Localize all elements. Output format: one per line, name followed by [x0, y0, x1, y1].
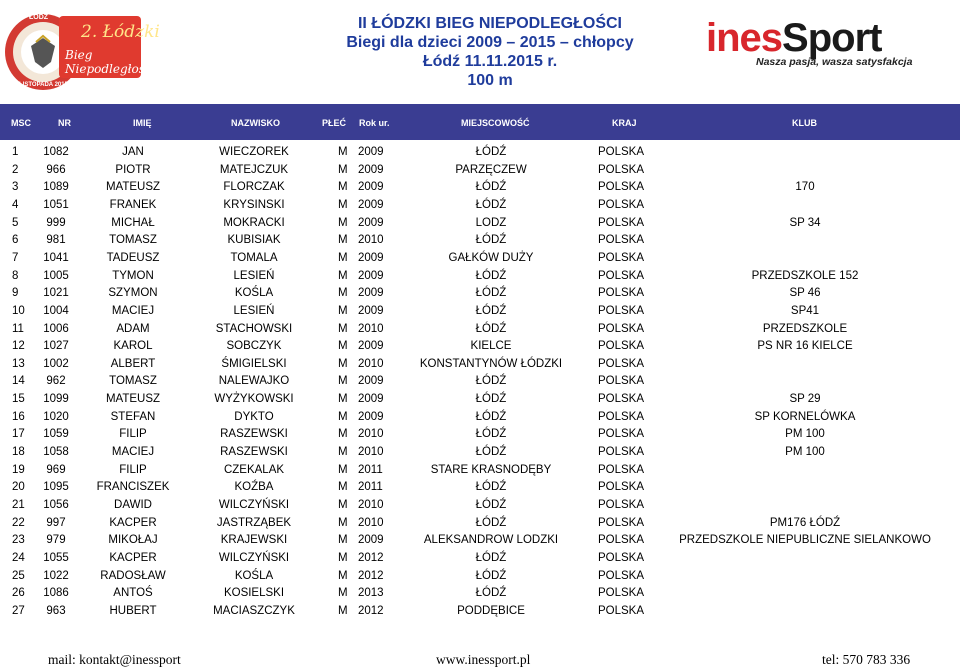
cell-bib: 1055 — [43, 551, 69, 564]
table-row — [0, 196, 960, 214]
cell-sex: M — [338, 251, 348, 264]
cell-club: 170 — [795, 181, 815, 194]
cell-town: PODDĘBICE — [457, 604, 525, 617]
cell-bib: 1027 — [43, 340, 69, 353]
cell-place: 25 — [12, 569, 25, 582]
table-row — [0, 514, 960, 532]
col-nr: NR — [58, 118, 71, 128]
cell-last-name: WIECZOREK — [219, 146, 289, 158]
cell-sex: M — [338, 216, 348, 229]
cell-birth-year: 2009 — [358, 181, 384, 194]
cell-first-name: ANTOŚ — [113, 587, 153, 600]
table-row — [0, 390, 960, 408]
cell-first-name: MATEUSZ — [105, 393, 161, 406]
col-nazwisko: NAZWISKO — [231, 118, 280, 128]
title-line-distance: 100 m — [467, 72, 513, 89]
cell-first-name: STEFAN — [110, 410, 156, 423]
cell-town: ŁÓDŹ — [475, 516, 507, 529]
cell-sex: M — [338, 446, 348, 459]
cell-country: POLSKA — [598, 481, 645, 494]
cell-birth-year: 2009 — [358, 375, 384, 388]
logo-title-1: 2. Łódzki — [81, 22, 160, 42]
cell-country: POLSKA — [598, 234, 645, 247]
cell-sex: M — [338, 587, 348, 600]
cell-place: 26 — [12, 587, 25, 600]
event-logo — [3, 2, 160, 96]
table-row — [0, 567, 960, 585]
cell-bib: 962 — [46, 375, 66, 388]
cell-town: ŁÓDŹ — [475, 181, 507, 194]
cell-first-name: ALBERT — [110, 357, 156, 370]
cell-sex: M — [338, 551, 348, 564]
cell-birth-year: 2011 — [358, 481, 383, 494]
cell-bib: 997 — [46, 516, 66, 529]
cell-sex: M — [338, 604, 348, 617]
cell-birth-year: 2009 — [358, 198, 384, 211]
cell-first-name: PIOTR — [115, 163, 151, 176]
table-row — [0, 302, 960, 320]
cell-club: SP KORNELÓWKA — [754, 410, 856, 423]
cell-place: 1 — [12, 146, 19, 158]
cell-last-name: RASZEWSKI — [220, 428, 288, 441]
cell-sex: M — [338, 322, 348, 335]
cell-last-name: WYŻYKOWSKI — [214, 393, 294, 406]
cell-first-name: KACPER — [109, 551, 157, 564]
title-line-date: Łódź 11.11.2015 r. — [422, 53, 558, 70]
cell-first-name: TOMASZ — [109, 375, 157, 388]
cell-town: ŁÓDŹ — [475, 198, 507, 211]
cell-first-name: HUBERT — [109, 604, 157, 617]
cell-bib: 1082 — [43, 146, 69, 158]
cell-country: POLSKA — [598, 410, 645, 423]
brand-sport: Sport — [782, 16, 882, 60]
table-row — [0, 443, 960, 461]
cell-last-name: WILCZYŃSKI — [218, 499, 290, 511]
cell-last-name: SOBCZYK — [226, 340, 282, 353]
cell-town: PARZĘCZEW — [455, 163, 527, 176]
cell-country: POLSKA — [598, 287, 645, 300]
cell-sex: M — [338, 287, 348, 300]
cell-sex: M — [338, 481, 348, 494]
cell-bib: 1058 — [43, 446, 69, 459]
cell-place: 8 — [12, 269, 19, 282]
cell-sex: M — [338, 163, 348, 176]
cell-last-name: KOŚLA — [234, 287, 274, 300]
cell-club: PRZEDSZKOLE 152 — [751, 269, 859, 282]
cell-sex: M — [338, 181, 348, 194]
cell-bib: 1005 — [43, 269, 69, 282]
cell-birth-year: 2009 — [358, 410, 384, 423]
cell-bib: 979 — [46, 534, 66, 547]
footer-website: www.inessport.pl — [436, 652, 531, 667]
cell-place: 19 — [12, 463, 25, 476]
cell-sex: M — [338, 516, 348, 529]
cell-country: POLSKA — [598, 375, 645, 388]
cell-last-name: WILCZYŃSKI — [218, 551, 290, 564]
cell-country: POLSKA — [598, 604, 645, 617]
cell-bib: 1022 — [43, 569, 69, 582]
cell-birth-year: 2012 — [358, 551, 384, 564]
cell-first-name: TOMASZ — [109, 234, 157, 247]
table-row — [0, 337, 960, 355]
col-kraj: KRAJ — [612, 118, 637, 128]
cell-last-name: KRYSINSKI — [223, 198, 285, 211]
cell-bib: 1021 — [43, 287, 69, 300]
cell-first-name: MACIEJ — [111, 304, 155, 317]
cell-place: 16 — [12, 410, 25, 423]
cell-first-name: TYMON — [112, 269, 154, 282]
cell-town: ŁÓDŹ — [475, 393, 507, 406]
cell-club: PM 100 — [785, 446, 825, 459]
cell-first-name: MACIEJ — [111, 446, 155, 459]
cell-place: 7 — [12, 251, 19, 264]
cell-first-name: KAROL — [113, 340, 153, 353]
cell-first-name: RADOSŁAW — [100, 569, 166, 582]
cell-sex: M — [338, 428, 348, 441]
cell-country: POLSKA — [598, 198, 645, 211]
cell-town: ŁÓDŹ — [475, 287, 507, 300]
cell-bib: 1020 — [43, 410, 69, 423]
cell-last-name: KOSIELSKI — [223, 587, 285, 600]
cell-place: 11 — [12, 322, 24, 335]
cell-sex: M — [338, 269, 348, 282]
cell-birth-year: 2009 — [358, 163, 384, 176]
table-row — [0, 549, 960, 567]
cell-birth-year: 2010 — [358, 446, 384, 459]
table-row — [0, 320, 960, 338]
cell-place: 4 — [12, 198, 19, 211]
cell-town: ŁÓDŹ — [475, 499, 507, 511]
cell-club: SP 34 — [789, 216, 821, 229]
cell-sex: M — [338, 198, 348, 211]
cell-town: ŁÓDŹ — [475, 446, 507, 459]
cell-bib: 1056 — [43, 499, 69, 511]
cell-country: POLSKA — [598, 304, 645, 317]
cell-place: 17 — [12, 428, 25, 441]
brand-name — [706, 18, 881, 58]
cell-last-name: LESIEŃ — [233, 304, 275, 317]
cell-first-name: FRANCISZEK — [96, 481, 170, 494]
cell-bib: 1004 — [43, 304, 69, 317]
cell-bib: 969 — [46, 463, 66, 476]
cell-club: SP 46 — [789, 287, 821, 300]
cell-first-name: MICHAŁ — [111, 216, 155, 229]
cell-country: POLSKA — [598, 163, 645, 176]
cell-first-name: MATEUSZ — [105, 181, 161, 194]
cell-first-name: KACPER — [109, 516, 157, 529]
cell-bib: 1006 — [43, 322, 69, 335]
cell-birth-year: 2010 — [358, 357, 384, 370]
cell-town: STARE KRASNODĘBY — [430, 463, 552, 476]
cell-birth-year: 2010 — [358, 234, 384, 247]
cell-sex: M — [338, 340, 348, 353]
cell-birth-year: 2013 — [358, 587, 384, 600]
cell-town: ŁÓDŹ — [475, 428, 507, 441]
col-plec: PŁEĆ — [322, 118, 347, 128]
cell-last-name: RASZEWSKI — [220, 446, 288, 459]
table-row — [0, 461, 960, 479]
cell-town: KIELCE — [470, 340, 512, 353]
table-header — [0, 104, 960, 140]
cell-place: 14 — [12, 375, 25, 388]
inessport-logo — [706, 18, 956, 78]
logo-title-2: Bieg Niepodległości — [65, 48, 156, 76]
cell-country: POLSKA — [598, 446, 645, 459]
cell-birth-year: 2009 — [358, 534, 384, 547]
cell-place: 6 — [12, 234, 19, 247]
cell-bib: 999 — [46, 216, 66, 229]
cell-first-name: ADAM — [116, 322, 150, 335]
title-line-event: II ŁÓDZKI BIEG NIEPODLEGŁOŚCI — [357, 15, 622, 32]
cell-sex: M — [338, 304, 348, 317]
cell-sex: M — [338, 410, 348, 423]
cell-sex: M — [338, 234, 348, 247]
cell-place: 20 — [12, 481, 25, 494]
cell-first-name: SZYMON — [108, 287, 158, 300]
brand-ines: ines — [706, 16, 783, 60]
cell-sex: M — [338, 375, 348, 388]
cell-last-name: KOŚLA — [234, 569, 274, 582]
cell-first-name: FILIP — [119, 463, 147, 476]
cell-town: ŁÓDŹ — [475, 304, 507, 317]
cell-club: PS NR 16 KIELCE — [757, 340, 853, 353]
table-row — [0, 478, 960, 496]
cell-birth-year: 2009 — [358, 304, 384, 317]
cell-place: 18 — [12, 446, 25, 459]
table-row — [0, 161, 960, 179]
cell-town: ŁÓDŹ — [475, 587, 507, 600]
col-imie: IMIĘ — [133, 118, 152, 128]
cell-place: 9 — [12, 287, 19, 300]
table-row — [0, 602, 960, 620]
footer-phone: tel: 570 783 336 — [822, 652, 911, 667]
col-msc: MSC — [11, 118, 31, 128]
cell-bib: 1002 — [43, 357, 69, 370]
col-miejscowosc: MIEJSCOWOŚĆ — [461, 118, 530, 128]
brand-tagline: Nasza pasja, wasza satysfakcja — [756, 56, 913, 68]
cell-club: PM 100 — [785, 428, 825, 441]
cell-first-name: FILIP — [119, 428, 147, 441]
cell-country: POLSKA — [598, 322, 645, 335]
cell-bib: 963 — [46, 604, 66, 617]
table-row — [0, 372, 960, 390]
cell-town: KONSTANTYNÓW ŁÓDZKI — [419, 357, 563, 370]
cell-first-name: MIKOŁAJ — [108, 534, 158, 547]
cell-place: 2 — [12, 163, 19, 176]
cell-birth-year: 2010 — [358, 428, 384, 441]
cell-place: 5 — [12, 216, 19, 229]
cell-last-name: STACHOWSKI — [215, 322, 293, 335]
cell-town: GAŁKÓW DUŻY — [448, 251, 534, 264]
cell-sex: M — [338, 463, 348, 476]
cell-bib: 1051 — [43, 198, 69, 211]
cell-birth-year: 2010 — [358, 322, 384, 335]
cell-town: ŁÓDŹ — [475, 269, 507, 282]
cell-last-name: MACIASZCZYK — [213, 604, 295, 617]
cell-birth-year: 2009 — [358, 216, 384, 229]
cell-last-name: DYKTO — [234, 410, 274, 423]
col-rok: Rok ur. — [359, 118, 390, 128]
cell-last-name: ŚMIGIELSKI — [221, 357, 287, 370]
cell-country: POLSKA — [598, 146, 645, 158]
cell-birth-year: 2009 — [358, 340, 384, 353]
cell-club: PRZEDSZKOLE — [762, 322, 848, 335]
cell-last-name: NALEWAJKO — [218, 375, 290, 388]
table-row — [0, 267, 960, 285]
cell-place: 3 — [12, 181, 19, 194]
cell-first-name: DAWID — [114, 499, 152, 511]
cell-birth-year: 2009 — [358, 251, 384, 264]
cell-sex: M — [338, 534, 348, 547]
cell-sex: M — [338, 357, 348, 370]
cell-place: 27 — [12, 604, 25, 617]
table-row — [0, 408, 960, 426]
table-row — [0, 284, 960, 302]
cell-country: POLSKA — [598, 499, 645, 511]
cell-country: POLSKA — [598, 216, 645, 229]
cell-bib: 981 — [46, 234, 66, 247]
cell-country: POLSKA — [598, 551, 645, 564]
cell-town: ŁÓDŹ — [475, 481, 507, 494]
cell-country: POLSKA — [598, 516, 645, 529]
cell-birth-year: 2011 — [358, 463, 383, 476]
cell-country: POLSKA — [598, 587, 645, 600]
cell-bib: 1059 — [43, 428, 69, 441]
cell-place: 15 — [12, 393, 25, 406]
cell-bib: 1089 — [43, 181, 69, 194]
cell-country: POLSKA — [598, 357, 645, 370]
footer-mail: mail: kontakt@inessport — [48, 652, 181, 667]
cell-place: 21 — [12, 499, 25, 511]
cell-birth-year: 2010 — [358, 516, 384, 529]
logo-date: 11 LISTOPADA 2015 r. — [11, 82, 74, 88]
logo-city: ŁÓDŹ — [29, 14, 49, 21]
cell-place: 22 — [12, 516, 25, 529]
table-row — [0, 584, 960, 602]
cell-sex: M — [338, 146, 348, 158]
cell-birth-year: 2012 — [358, 569, 384, 582]
cell-country: POLSKA — [598, 251, 645, 264]
footer — [0, 650, 960, 669]
cell-birth-year: 2009 — [358, 269, 384, 282]
table-row — [0, 178, 960, 196]
table-row — [0, 425, 960, 443]
cell-bib: 1095 — [43, 481, 69, 494]
table-row — [0, 249, 960, 267]
cell-last-name: KRAJEWSKI — [220, 534, 288, 547]
cell-club: PRZEDSZKOLE NIEPUBLICZNE SIELANKOWO — [679, 534, 931, 547]
col-klub: KLUB — [792, 118, 817, 128]
cell-last-name: KOŹBA — [234, 481, 274, 494]
cell-place: 12 — [12, 340, 25, 353]
cell-country: POLSKA — [598, 269, 645, 282]
table-row — [0, 231, 960, 249]
cell-country: POLSKA — [598, 340, 645, 353]
cell-last-name: TOMALA — [230, 251, 278, 264]
cell-club: SP 29 — [789, 393, 821, 406]
cell-place: 23 — [12, 534, 25, 547]
cell-sex: M — [338, 393, 348, 406]
cell-bib: 966 — [46, 163, 66, 176]
cell-town: ŁÓDŹ — [475, 322, 507, 335]
cell-birth-year: 2009 — [358, 146, 384, 158]
cell-town: ŁÓDŹ — [475, 375, 507, 388]
cell-town: ALEKSANDROW LODZKI — [423, 534, 559, 547]
cell-sex: M — [338, 499, 348, 511]
cell-country: POLSKA — [598, 463, 645, 476]
cell-town: ŁÓDŹ — [475, 551, 507, 564]
cell-bib: 1041 — [43, 251, 69, 264]
title-line-category: Biegi dla dzieci 2009 – 2015 – chłopcy — [346, 34, 634, 51]
cell-last-name: MATEJCZUK — [219, 163, 289, 176]
cell-town: ŁÓDŹ — [475, 410, 507, 423]
cell-last-name: JASTRZĄBEK — [216, 516, 292, 529]
cell-club: PM176 ŁÓDŹ — [769, 516, 841, 529]
cell-country: POLSKA — [598, 569, 645, 582]
cell-place: 13 — [12, 357, 25, 370]
table-row — [0, 355, 960, 373]
cell-place: 10 — [12, 304, 25, 317]
cell-place: 24 — [12, 551, 25, 564]
cell-last-name: FLORCZAK — [223, 181, 285, 194]
cell-bib: 1086 — [43, 587, 69, 600]
cell-town: LODZ — [475, 216, 507, 229]
cell-town: ŁÓDŹ — [475, 569, 507, 582]
cell-first-name: JAN — [122, 146, 144, 158]
cell-last-name: KUBISIAK — [227, 234, 281, 247]
cell-sex: M — [338, 569, 348, 582]
cell-birth-year: 2010 — [358, 499, 384, 511]
document-title — [300, 14, 680, 90]
cell-country: POLSKA — [598, 428, 645, 441]
table-row — [0, 214, 960, 232]
table-row — [0, 531, 960, 549]
cell-first-name: TADEUSZ — [106, 251, 160, 264]
table-row — [0, 496, 960, 514]
cell-birth-year: 2012 — [358, 604, 384, 617]
cell-town: ŁÓDŹ — [475, 234, 507, 247]
cell-birth-year: 2009 — [358, 393, 384, 406]
cell-country: POLSKA — [598, 393, 645, 406]
table-row — [0, 143, 960, 161]
cell-country: POLSKA — [598, 181, 645, 194]
cell-first-name: FRANEK — [109, 198, 157, 211]
cell-birth-year: 2009 — [358, 287, 384, 300]
cell-last-name: MOKRACKI — [223, 216, 285, 229]
cell-country: POLSKA — [598, 534, 645, 547]
cell-last-name: CZEKALAK — [223, 463, 285, 476]
cell-town: ŁÓDŹ — [475, 146, 507, 158]
cell-last-name: LESIEŃ — [233, 269, 275, 282]
cell-club: SP41 — [790, 304, 820, 317]
cell-bib: 1099 — [43, 393, 69, 406]
